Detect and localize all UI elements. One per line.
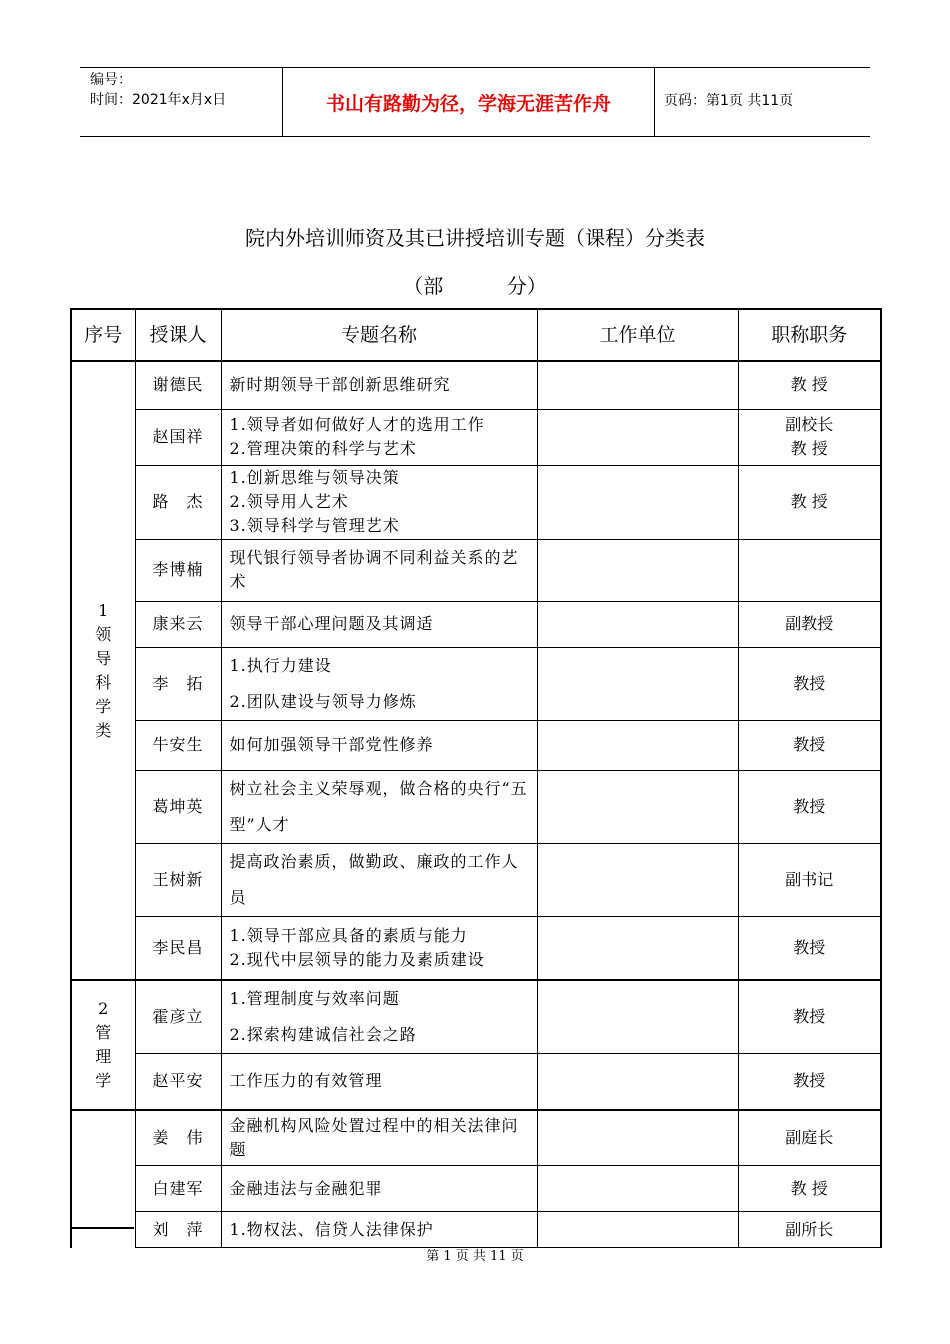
topic-name: 1.管理制度与效率问题 2.探索构建诚信社会之路 bbox=[221, 980, 537, 1054]
job-title: 副教授 bbox=[738, 601, 881, 647]
topic-name: 提高政治素质，做勤政、廉政的工作人员 bbox=[221, 843, 537, 916]
work-unit bbox=[537, 1054, 738, 1110]
page-indicator: 页码：第1页 共11页 bbox=[664, 93, 794, 109]
topic-name: 1.领导干部应具备的素质与能力 2.现代中层领导的能力及素质建设 bbox=[221, 916, 537, 980]
job-title: 教授 bbox=[738, 916, 881, 980]
instructor-name: 姜 伟 bbox=[135, 1110, 221, 1166]
header-instructor: 授课人 bbox=[135, 309, 221, 361]
table-row bbox=[71, 980, 881, 1054]
topic-name: 金融机构风险处置过程中的相关法律问题 bbox=[221, 1110, 537, 1166]
work-unit bbox=[537, 843, 738, 916]
time-label: 时间：2021年x月x日 bbox=[90, 92, 227, 108]
instructor-name: 李 拓 bbox=[135, 647, 221, 720]
table-row bbox=[71, 720, 881, 770]
job-title: 副庭长 bbox=[738, 1110, 881, 1166]
instructor-name: 牛安生 bbox=[135, 720, 221, 770]
job-title: 教 授 bbox=[738, 465, 881, 539]
job-title: 副所长 bbox=[738, 1212, 881, 1248]
job-title: 教授 bbox=[738, 770, 881, 843]
job-title: 教 授 bbox=[738, 361, 881, 409]
table-row bbox=[71, 1212, 881, 1248]
table-row bbox=[71, 770, 881, 843]
job-title: 教授 bbox=[738, 980, 881, 1054]
table-row bbox=[71, 361, 881, 409]
instructor-name: 李博楠 bbox=[135, 539, 221, 601]
work-unit bbox=[537, 361, 738, 409]
work-unit bbox=[537, 601, 738, 647]
category-cell: 2 管 理 学 bbox=[71, 980, 135, 1110]
header-title: 职称职务 bbox=[738, 309, 881, 361]
instructor-name: 赵国祥 bbox=[135, 409, 221, 465]
instructor-name: 葛坤英 bbox=[135, 770, 221, 843]
instructor-name: 路 杰 bbox=[135, 465, 221, 539]
table-row bbox=[71, 1054, 881, 1110]
topic-name: 1.物权法、信贷人法律保护 bbox=[221, 1212, 537, 1248]
page-title: 院内外培训师资及其已讲授培训专题（课程）分类表 bbox=[245, 226, 705, 250]
topic-name: 领导干部心理问题及其调适 bbox=[221, 601, 537, 647]
work-unit bbox=[537, 465, 738, 539]
work-unit bbox=[537, 539, 738, 601]
table-row bbox=[71, 916, 881, 980]
work-unit bbox=[537, 770, 738, 843]
work-unit bbox=[537, 980, 738, 1054]
job-title: 教授 bbox=[738, 647, 881, 720]
document-header bbox=[80, 67, 870, 137]
table-header-row bbox=[71, 309, 881, 361]
work-unit bbox=[537, 720, 738, 770]
job-title: 副书记 bbox=[738, 843, 881, 916]
instructor-name: 谢德民 bbox=[135, 361, 221, 409]
instructor-name: 康来云 bbox=[135, 601, 221, 647]
work-unit bbox=[537, 916, 738, 980]
table-row bbox=[71, 409, 881, 465]
work-unit bbox=[537, 1212, 738, 1248]
topic-name: 1.执行力建设 2.团队建设与领导力修炼 bbox=[221, 647, 537, 720]
work-unit bbox=[537, 1166, 738, 1212]
topic-name: 金融违法与金融犯罪 bbox=[221, 1166, 537, 1212]
table-row bbox=[71, 465, 881, 539]
topic-name: 1.创新思维与领导决策 2.领导用人艺术 3.领导科学与管理艺术 bbox=[221, 465, 537, 539]
instructor-name: 李民昌 bbox=[135, 916, 221, 980]
header-meta bbox=[90, 70, 280, 110]
header-index: 序号 bbox=[71, 309, 135, 361]
job-title: 副校长 教 授 bbox=[738, 409, 881, 465]
topic-name: 工作压力的有效管理 bbox=[221, 1054, 537, 1110]
topic-name: 现代银行领导者协调不同利益关系的艺术 bbox=[221, 539, 537, 601]
job-title: 教授 bbox=[738, 720, 881, 770]
topic-name: 1.领导者如何做好人才的选用工作 2.管理决策的科学与艺术 bbox=[221, 409, 537, 465]
table-row bbox=[71, 1110, 881, 1166]
work-unit bbox=[537, 647, 738, 720]
page-footer: 第 1 页 共 11 页 bbox=[426, 1249, 524, 1264]
work-unit bbox=[537, 409, 738, 465]
table-row bbox=[71, 843, 881, 916]
header-divider bbox=[654, 68, 655, 136]
table-row bbox=[71, 1166, 881, 1212]
instructor-name: 王树新 bbox=[135, 843, 221, 916]
page-subtitle: （部 分） bbox=[403, 274, 547, 298]
work-unit bbox=[537, 1110, 738, 1166]
motto: 书山有路勤为径，学海无涯苦作舟 bbox=[325, 92, 611, 115]
instructor-name: 刘 萍 bbox=[135, 1212, 221, 1248]
job-title: 教 授 bbox=[738, 1166, 881, 1212]
category-cell: 1 领 导 科 学 类 bbox=[71, 361, 135, 980]
instructor-name: 赵平安 bbox=[135, 1054, 221, 1110]
table-row bbox=[71, 647, 881, 720]
topic-name: 树立社会主义荣辱观，做合格的央行“五型”人才 bbox=[221, 770, 537, 843]
instructor-table bbox=[70, 308, 882, 1248]
topic-name: 新时期领导干部创新思维研究 bbox=[221, 361, 537, 409]
instructor-name: 白建军 bbox=[135, 1166, 221, 1212]
topic-name: 如何加强领导干部党性修养 bbox=[221, 720, 537, 770]
table-row bbox=[71, 539, 881, 601]
job-title bbox=[738, 539, 881, 601]
header-unit: 工作单位 bbox=[537, 309, 738, 361]
table-row bbox=[71, 601, 881, 647]
header-topic: 专题名称 bbox=[221, 309, 537, 361]
code-label: 编号： bbox=[90, 72, 132, 88]
instructor-name: 霍彦立 bbox=[135, 980, 221, 1054]
job-title: 教授 bbox=[738, 1054, 881, 1110]
table-bottom-rule bbox=[70, 1227, 134, 1229]
